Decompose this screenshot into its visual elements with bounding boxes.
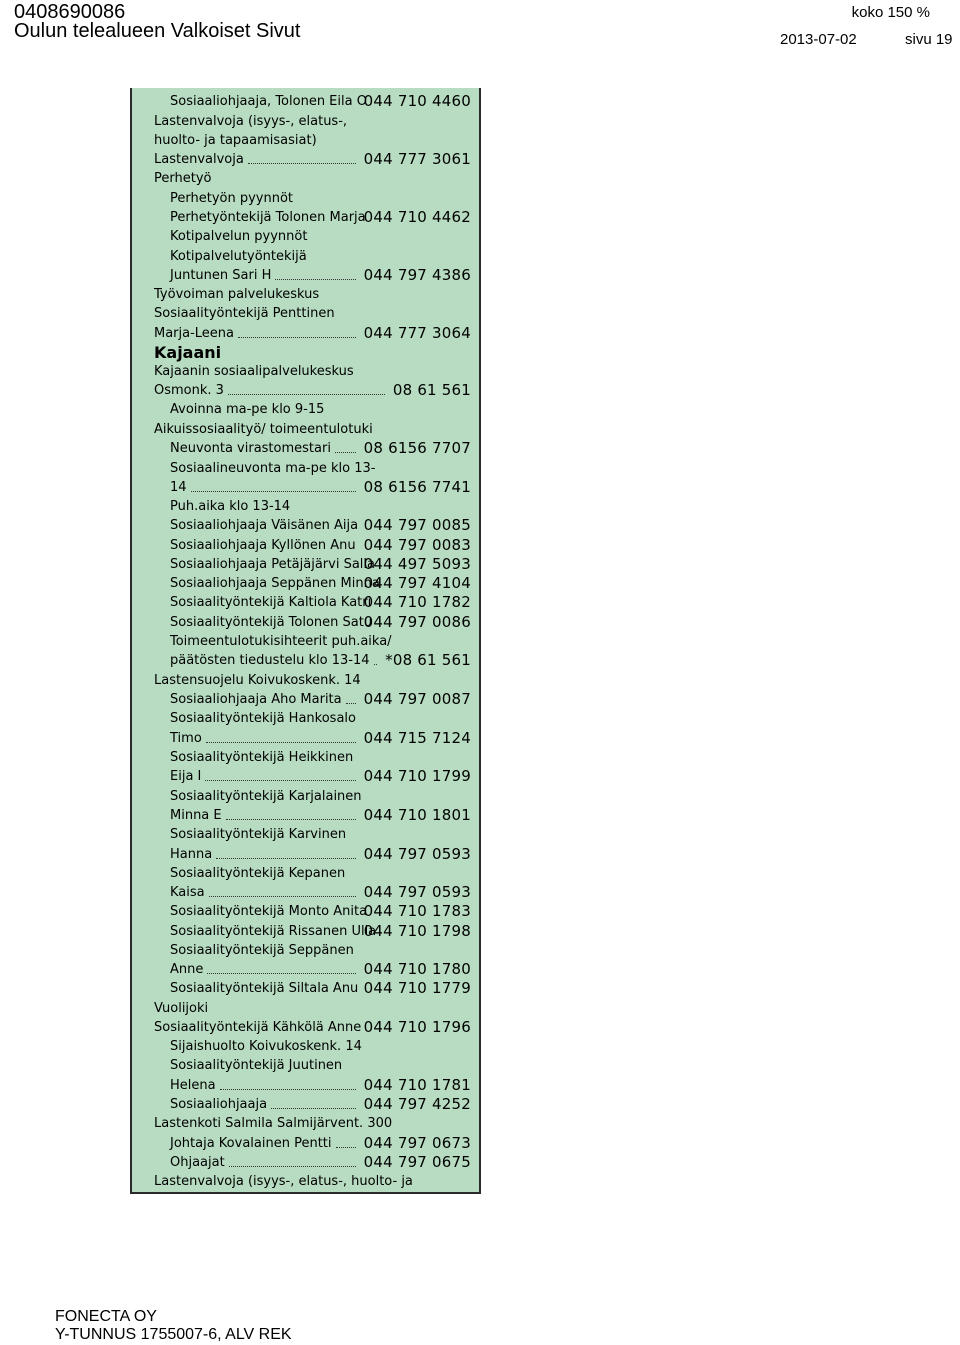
listing-row: [132, 613, 479, 632]
page-number: sivu 19: [905, 31, 953, 48]
listing-row: [132, 516, 479, 535]
listing-name: Puh.aika klo 13-14: [170, 499, 291, 514]
phone-number: 044 797 0086: [363, 613, 471, 631]
phone-number: 044 797 4386: [363, 266, 471, 284]
section-heading: [132, 343, 479, 362]
listing-name: Eija I: [170, 769, 202, 784]
listing-name: Sosiaalityöntekijä Seppänen: [170, 943, 354, 958]
listing-row: [132, 864, 479, 883]
zoom-level: koko 150 %: [851, 4, 930, 21]
listing-name: Perhetyö: [154, 171, 212, 186]
listing-name: Osmonk. 3: [154, 383, 224, 398]
listing-row: [132, 362, 479, 381]
listing-row: [132, 787, 479, 806]
dot-leader: [336, 1134, 356, 1148]
dot-leader: [207, 960, 356, 974]
listing-row: [132, 729, 479, 748]
listing-row: [132, 439, 479, 458]
listing-name: Sosiaaliohjaaja Petäjäjärvi Salla: [170, 557, 375, 572]
listing-row: [132, 593, 479, 612]
listing-name: Toimeentulotukisihteerit puh.aika/: [170, 634, 392, 649]
listing-row: [132, 536, 479, 555]
phone-number: 044 797 0087: [363, 690, 471, 708]
listing-name: Sosiaalityöntekijä Heikkinen: [170, 750, 354, 765]
phone-number: 044 710 4460: [363, 92, 471, 110]
listing-name: Helena: [170, 1078, 216, 1093]
listing-name: Lastenkoti Salmila Salmijärvent. 300: [154, 1116, 393, 1131]
listing-row: [132, 1134, 479, 1153]
phone-number: 044 710 4462: [363, 208, 471, 226]
listing-name: Lastensuojelu Koivukoskenk. 14: [154, 673, 361, 688]
dot-leader: [248, 150, 356, 164]
listing-name: Neuvonta virastomestari: [170, 441, 331, 456]
phone-number: 044 797 0673: [363, 1134, 471, 1152]
listing-row: [132, 574, 479, 593]
listing-name: Sosiaaliohjaaja Kyllönen Anu: [170, 538, 356, 553]
listing-row: [132, 227, 479, 246]
listing-row: [132, 150, 479, 169]
phone-number: 044 710 1798: [363, 922, 471, 940]
listing-name: Sosiaalityöntekijä Juutinen: [170, 1058, 343, 1073]
listing-name: Sosiaaliohjaaja Seppänen Minna: [170, 576, 380, 591]
listing-row: [132, 459, 479, 478]
listing-name: Sosiaalityöntekijä Kaltiola Katri: [170, 595, 372, 610]
listing-name: Sosiaalityöntekijä Karvinen: [170, 827, 347, 842]
listing-row: [132, 92, 479, 111]
listing-name: Sosiaalityöntekijä Tolonen Satu: [170, 615, 373, 630]
listing-row: [132, 1153, 479, 1172]
listing-name: Sosiaalineuvonta ma-pe klo 13-: [170, 461, 376, 476]
listing-name: Sosiaaliohjaaja: [170, 1097, 268, 1112]
listing-row: [132, 1037, 479, 1056]
dot-leader: [226, 806, 356, 820]
phone-number: 044 797 0593: [363, 883, 471, 901]
dot-leader: [220, 1076, 356, 1090]
listing-name: Hanna: [170, 847, 213, 862]
listing-name: Kaisa: [170, 885, 205, 900]
listing-name: Sosiaalityöntekijä Monto Anita: [170, 904, 368, 919]
phone-number: 044 777 3061: [363, 150, 471, 168]
phone-number: 08 6156 7707: [363, 439, 471, 457]
listing-row: [132, 1114, 479, 1133]
listing-name: Aikuissosiaalityö/ toimeentulotuki: [154, 422, 373, 437]
listing-name: Ohjaajat: [170, 1155, 225, 1170]
listing-name: 14: [170, 480, 187, 495]
listing-row: [132, 1076, 479, 1095]
listing-row: [132, 497, 479, 516]
listing-name: Sosiaaliohjaaja Väisänen Aija: [170, 518, 359, 533]
listing-name: Sosiaalityöntekijä Rissanen Ulla: [170, 924, 377, 939]
listing-row: [132, 922, 479, 941]
listing-name: Johtaja Kovalainen Pentti: [170, 1136, 332, 1151]
listing-name: Sosiaalityöntekijä Penttinen: [154, 306, 335, 321]
print-date: 2013-07-02: [780, 31, 857, 48]
listing-name: Sosiaalityöntekijä Hankosalo: [170, 711, 356, 726]
phone-number: 044 710 1783: [363, 902, 471, 920]
footer-business-id: Y-TUNNUS 1755007-6, ALV REK: [55, 1326, 292, 1343]
listing-row: [132, 555, 479, 574]
listing-row: [132, 189, 479, 208]
listing-name: päätösten tiedustelu klo 13-14: [170, 653, 370, 668]
listing-name: Sosiaalityöntekijä Kähkölä Anne: [154, 1020, 362, 1035]
listing-row: [132, 632, 479, 651]
listing-row: [132, 266, 479, 285]
listing-row: [132, 979, 479, 998]
phone-number: *08 61 561: [385, 651, 471, 669]
listing-name: Juntunen Sari H: [170, 268, 272, 283]
listing-row: [132, 324, 479, 343]
dot-leader: [209, 883, 356, 897]
phone-number: 044 797 0593: [363, 845, 471, 863]
phone-number: 044 715 7124: [363, 729, 471, 747]
phone-number: 044 797 0675: [363, 1153, 471, 1171]
listing-row: [132, 902, 479, 921]
listing-name: Sosiaalityöntekijä Karjalainen: [170, 789, 362, 804]
listing-row: [132, 131, 479, 150]
listing-row: [132, 208, 479, 227]
listing-name: Sosiaalityöntekijä Siltala Anu: [170, 981, 359, 996]
listing-row: [132, 883, 479, 902]
listing-name: Lastenvalvoja: [154, 152, 244, 167]
listing-row: [132, 767, 479, 786]
phone-number: 044 710 1781: [363, 1076, 471, 1094]
listing-name: Kotipalvelun pyynnöt: [170, 229, 308, 244]
listing-row: [132, 304, 479, 323]
listing-name: Sijaishuolto Koivukoskenk. 14: [170, 1039, 362, 1054]
listing-row: [132, 1056, 479, 1075]
listing-name: Marja-Leena: [154, 326, 235, 341]
phone-number: 044 710 1796: [363, 1018, 471, 1036]
listing-row: [132, 806, 479, 825]
phone-number: 044 797 0083: [363, 536, 471, 554]
listing-name: Avoinna ma-pe klo 9-15: [170, 402, 325, 417]
dot-leader: [374, 651, 377, 665]
phone-number: 044 497 5093: [363, 555, 471, 573]
dot-leader: [271, 1095, 356, 1109]
dot-leader: [229, 1153, 356, 1167]
listing-row: [132, 1018, 479, 1037]
listing-row: [132, 960, 479, 979]
listing-row: [132, 112, 479, 131]
listing-row: [132, 420, 479, 439]
listing-name: Perhetyöntekijä Tolonen Marja: [170, 210, 366, 225]
listing-row: [132, 709, 479, 728]
phone-number: 044 710 1782: [363, 593, 471, 611]
listing-name: Lastenvalvoja (isyys-, elatus-, huolto- ja: [154, 1174, 413, 1189]
phone-number: 044 710 1799: [363, 767, 471, 785]
listing-name: Sosiaaliohjaaja Aho Marita: [170, 692, 342, 707]
dot-leader: [228, 381, 385, 395]
listing-row: [132, 825, 479, 844]
phone-number: 044 797 4104: [363, 574, 471, 592]
listing-row: [132, 651, 479, 670]
phone-number: 044 797 4252: [363, 1095, 471, 1113]
dot-leader: [335, 439, 356, 453]
phone-number: 044 797 0085: [363, 516, 471, 534]
listing-name: Perhetyön pyynnöt: [170, 191, 294, 206]
phone-number: 044 710 1801: [363, 806, 471, 824]
phone-number: 044 710 1780: [363, 960, 471, 978]
listing-row: [132, 1172, 479, 1191]
listing-row: [132, 999, 479, 1018]
listing-name: Kajaanin sosiaalipalvelukeskus: [154, 364, 354, 379]
phone-number: 044 710 1779: [363, 979, 471, 997]
listing-row: [132, 478, 479, 497]
listing-name: Minna E: [170, 808, 222, 823]
dot-leader: [191, 478, 356, 492]
listing-name: Lastenvalvoja (isyys-, elatus-,: [154, 114, 348, 129]
listing-name: huolto- ja tapaamisasiat): [154, 133, 317, 148]
listing-row: [132, 845, 479, 864]
dot-leader: [216, 845, 356, 859]
listing-name: Anne: [170, 962, 204, 977]
listing-row: [132, 381, 479, 400]
phone-number: 044 777 3064: [363, 324, 471, 342]
dot-leader: [346, 690, 356, 704]
listing-panel: [130, 88, 481, 1194]
listing-name: Timo: [170, 731, 202, 746]
directory-title: Oulun telealueen Valkoiset Sivut: [14, 20, 301, 42]
listing-row: [132, 941, 479, 960]
header-phone: 0408690086: [14, 1, 126, 23]
dot-leader: [238, 324, 356, 338]
listing-row: [132, 1095, 479, 1114]
listing-name: Kotipalvelutyöntekijä: [170, 249, 307, 264]
listing-row: [132, 247, 479, 266]
listing-name: Sosiaalityöntekijä Kepanen: [170, 866, 346, 881]
dot-leader: [275, 266, 356, 280]
listing-row: [132, 169, 479, 188]
listing-row: [132, 400, 479, 419]
listing-row: [132, 285, 479, 304]
dot-leader: [206, 729, 356, 743]
listing-row: [132, 690, 479, 709]
phone-number: 08 61 561: [392, 381, 471, 399]
listing-name: Vuolijoki: [154, 1001, 209, 1016]
listing-row: [132, 671, 479, 690]
listing-row: [132, 748, 479, 767]
listing-name: Kajaani: [154, 343, 222, 362]
phone-number: 08 6156 7741: [363, 478, 471, 496]
listing-name: Sosiaaliohjaaja, Tolonen Eila O: [170, 94, 367, 109]
dot-leader: [205, 767, 356, 781]
footer-company: FONECTA OY: [55, 1308, 157, 1325]
listing-name: Työvoiman palvelukeskus: [154, 287, 320, 302]
